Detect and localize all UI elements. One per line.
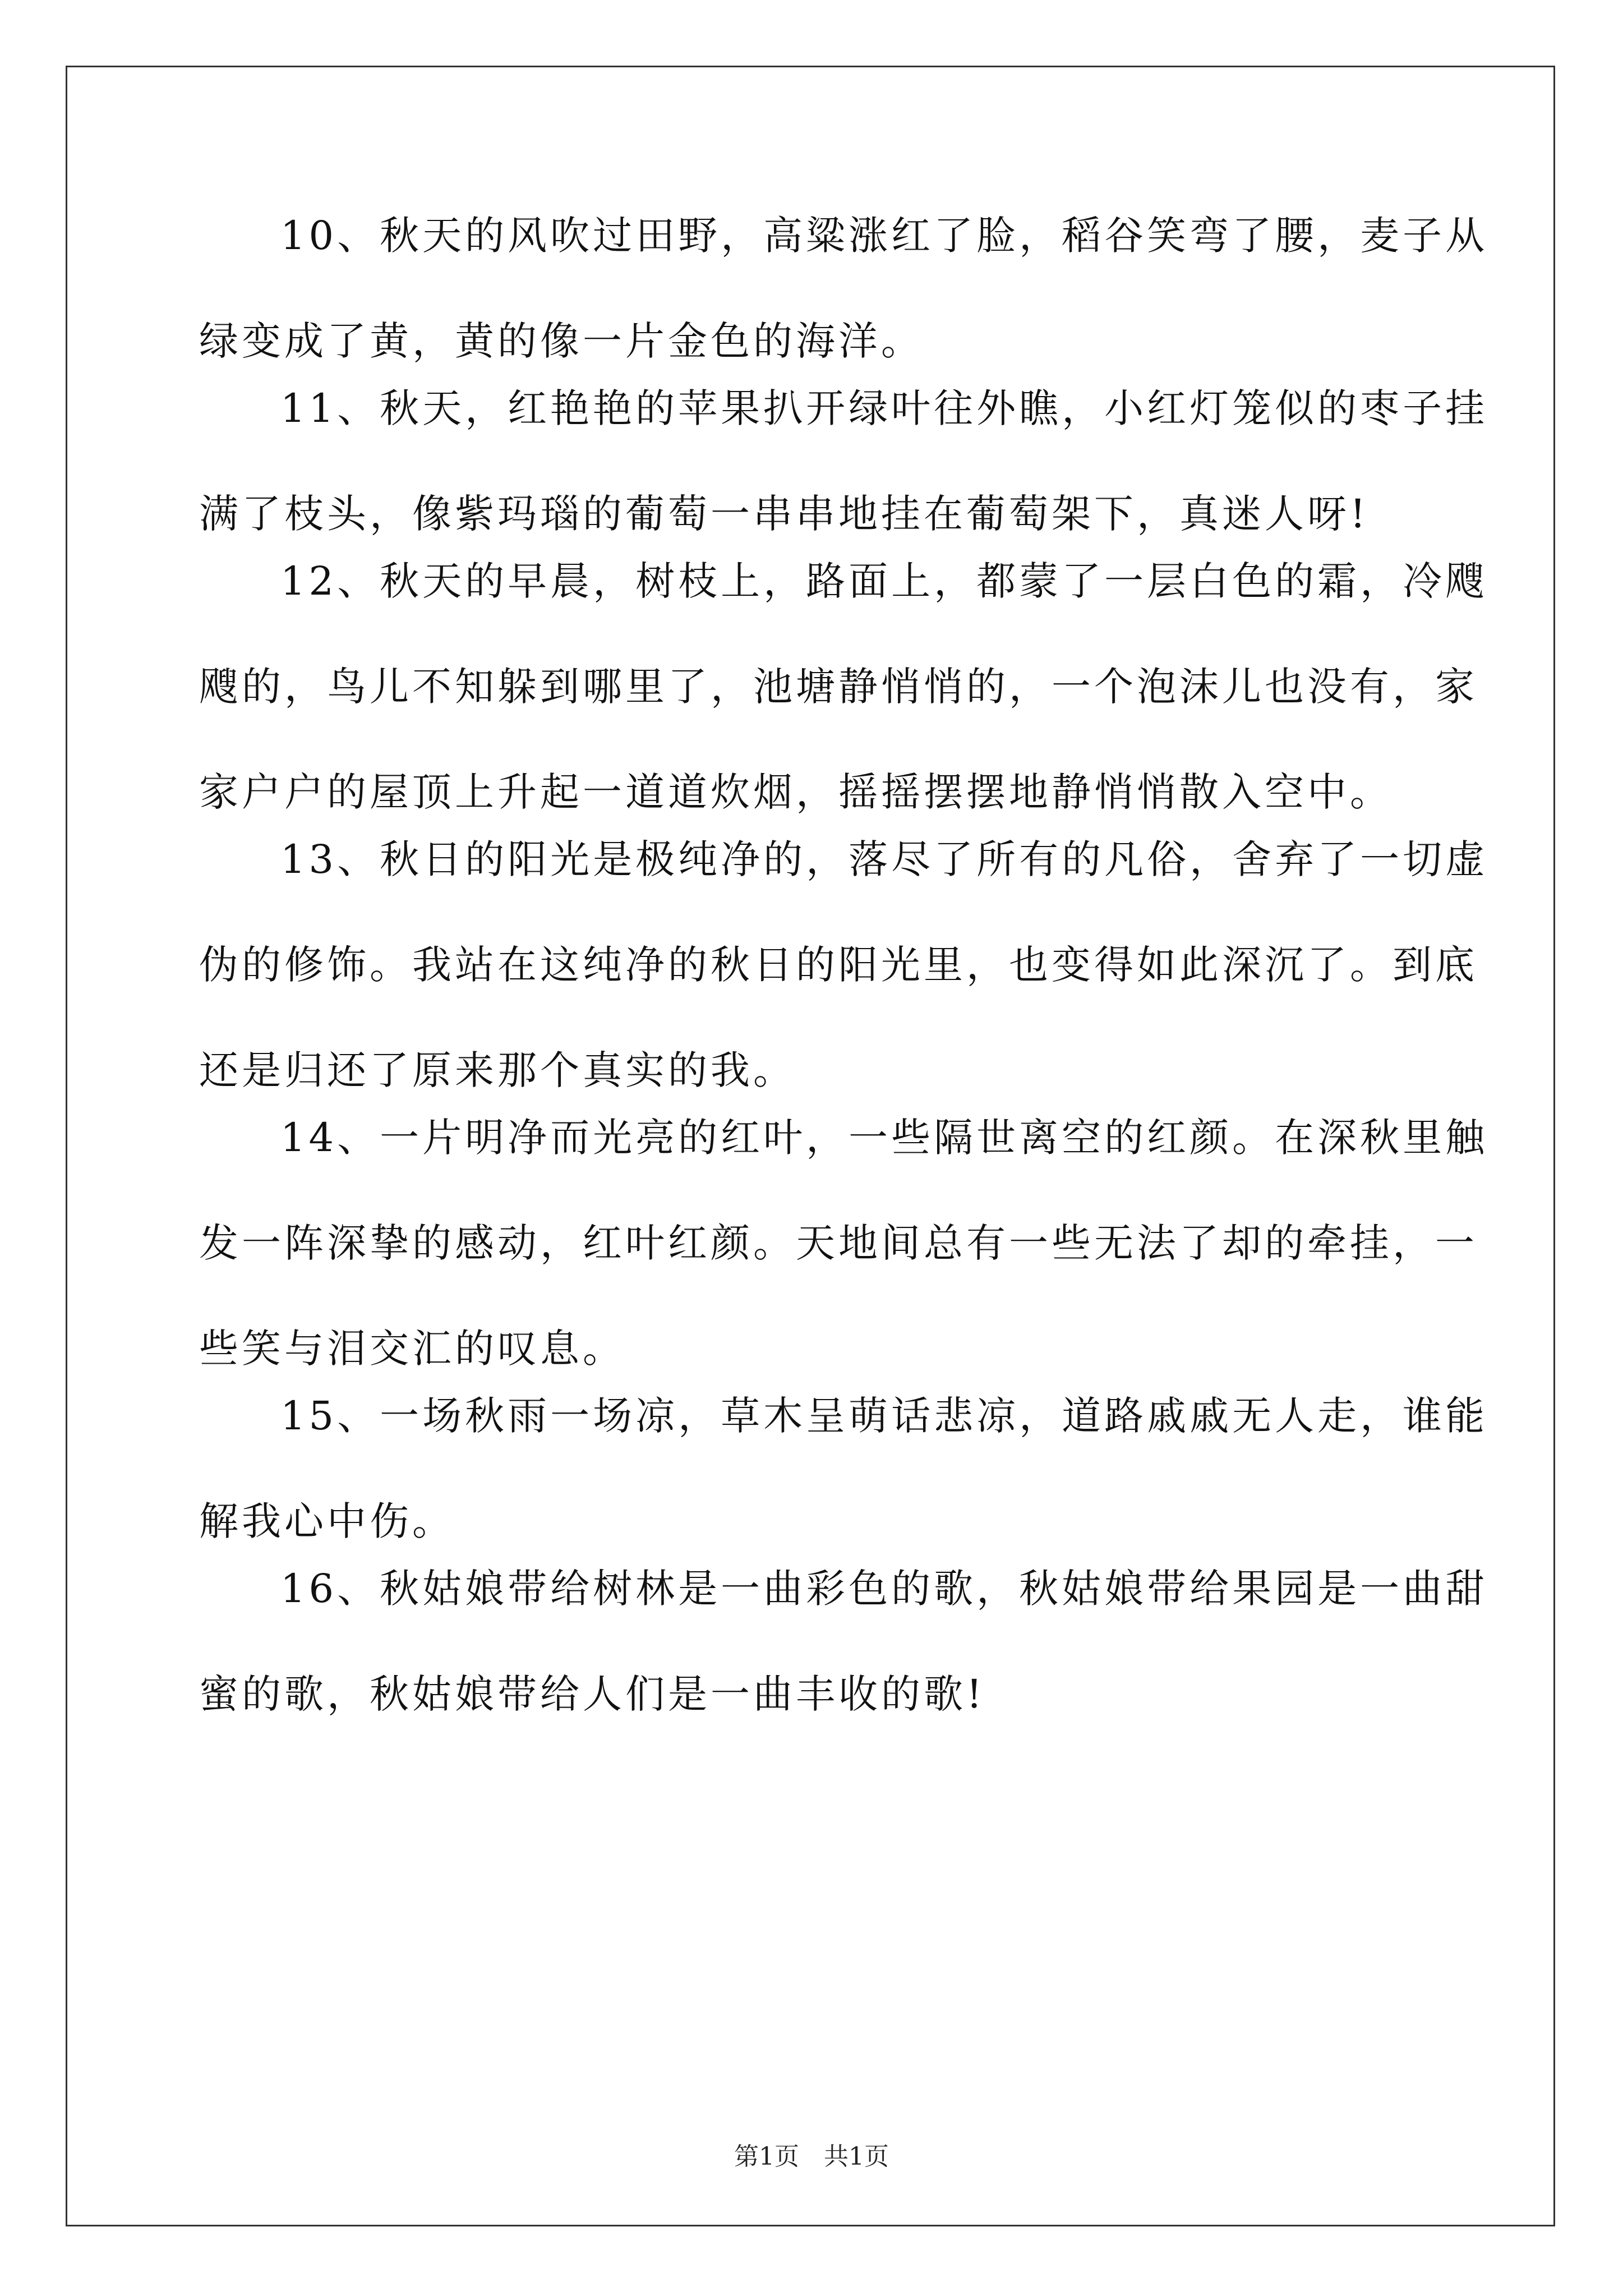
paragraph-14 [199,1115,1488,1372]
paragraph-line: 飕的，鸟儿不知躲到哪里了，池塘静悄悄的，一个泡沫儿也没有，家 [199,664,1478,710]
paragraph-line: 绿变成了黄，黄的像一片金色的海洋。 [199,318,924,364]
paragraph-line: 12、秋天的早晨，树枝上，路面上，都蒙了一层白色的霜，冷飕 [280,558,1488,604]
paragraph-line: 发一阵深挚的感动，红叶红颜。天地间总有一些无法了却的牵挂，一 [199,1220,1478,1266]
paragraph-12 [199,558,1488,815]
paragraph-line: 11、秋天，红艳艳的苹果扒开绿叶往外瞧，小红灯笼似的枣子挂 [280,385,1488,431]
page-number: 第1页 [734,2142,799,2171]
paragraph-13 [199,836,1488,1093]
paragraph-line: 蜜的歌，秋姑娘带给人们是一曲丰收的歌! [199,1671,986,1717]
paragraph-line: 伪的修饰。我站在这纯净的秋日的阳光里，也变得如此深沉了。到底 [199,942,1478,988]
paragraph-line: 13、秋日的阳光是极纯净的，落尽了所有的凡俗，舍弃了一切虚 [280,836,1488,882]
paragraph-11 [199,385,1488,537]
paragraph-line: 10、秋天的风吹过田野，高粱涨红了脸，稻谷笑弯了腰，麦子从 [280,213,1488,259]
paragraph-line: 还是归还了原来那个真实的我。 [199,1047,796,1093]
paragraph-line: 满了枝头，像紫玛瑙的葡萄一串串地挂在葡萄架下，真迷人呀! [199,491,1370,537]
paragraph-line: 解我心中伤。 [199,1498,455,1544]
document-body [199,213,1488,1742]
page-footer [0,2136,1623,2172]
paragraph-line: 16、秋姑娘带给树林是一曲彩色的歌，秋姑娘带给果园是一曲甜 [280,1566,1488,1612]
paragraph-10 [199,213,1488,364]
page-total: 共1页 [824,2142,889,2171]
paragraph-line: 家户户的屋顶上升起一道道炊烟，摇摇摆摆地静悄悄散入空中。 [199,769,1393,815]
paragraph-line: 14、一片明净而光亮的红叶，一些隔世离空的红颜。在深秋里触 [280,1115,1488,1161]
paragraph-15 [199,1393,1488,1544]
paragraph-line: 些笑与泪交汇的叹息。 [199,1326,625,1372]
paragraph-16 [199,1566,1488,1717]
paragraph-line: 15、一场秋雨一场凉，草木呈萌话悲凉，道路戚戚无人走，谁能 [280,1393,1488,1439]
